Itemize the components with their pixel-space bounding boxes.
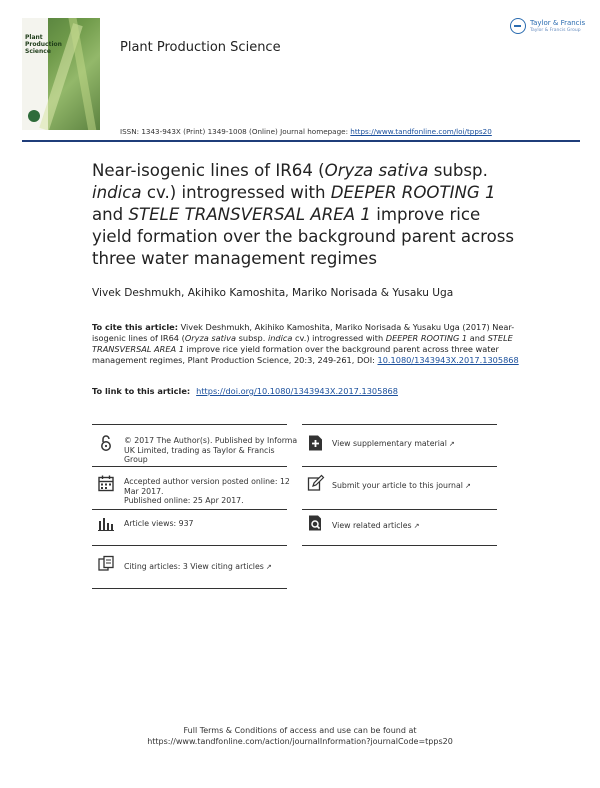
info-rule-4 [92, 545, 287, 546]
info-rule-2 [92, 466, 287, 467]
publication-dates: Accepted author version posted online: 12 Mar 2017. Published online: 25 Apr 2017. [124, 477, 290, 505]
external-link-icon: ↗ [265, 563, 272, 571]
journal-cover-image [22, 18, 100, 130]
bar-chart-icon [97, 514, 115, 532]
cover-title: Plant Production Science [25, 34, 62, 55]
article-link-line: To link to this article: https://doi.org/10.1080/1343943X.2017.1305868 [92, 386, 398, 396]
journal-name: Plant Production Science [120, 40, 281, 55]
submit-article-pen-icon [307, 474, 325, 492]
related-articles-icon [307, 514, 325, 532]
info-top-rule [92, 424, 287, 425]
citing-articles-link[interactable]: Citing articles: 3 View citing articles ↗ [124, 562, 272, 571]
journal-homepage-link[interactable]: https://www.tandfonline.com/loi/tpps20 [350, 127, 492, 136]
info-rule-3-right [302, 509, 497, 510]
license-text: © 2017 The Author(s). Published by Informa UK Limited, trading as Taylor & Francis Group [124, 436, 298, 464]
related-articles-link[interactable]: View related articles ↗ [332, 521, 420, 530]
header-divider [22, 140, 580, 142]
citing-articles-icon [97, 555, 115, 573]
terms-footer [0, 725, 600, 747]
society-seal-icon [28, 110, 40, 122]
info-rule-3 [92, 509, 287, 510]
calendar-icon [97, 474, 115, 492]
terms-text: Full Terms & Conditions of access and use can be found at [183, 726, 417, 735]
info-rule-4-right [302, 545, 497, 546]
info-bottom-rule [92, 588, 287, 589]
terms-url[interactable]: https://www.tandfonline.com/action/journalInformation?journalCode=tpps20 [147, 737, 453, 746]
info-rule-2-right [302, 466, 497, 467]
doi-link[interactable]: 10.1080/1343943X.2017.1305868 [377, 355, 519, 365]
issn-line: ISSN: 1343-943X (Print) 1349-1008 (Online) Journal homepage: https://www.tandfonline.com/loi/tpps20 [120, 127, 492, 136]
publisher-logo: Taylor & Francis Taylor & Francis Group [510, 16, 582, 38]
article-views: Article views: 937 [124, 519, 194, 528]
supplementary-material-link[interactable]: View supplementary material ↗ [332, 439, 455, 448]
open-access-lock-icon [97, 434, 115, 452]
article-doi-url[interactable]: https://doi.org/10.1080/1343943X.2017.1305868 [196, 386, 398, 396]
external-link-icon: ↗ [464, 482, 471, 490]
external-link-icon: ↗ [448, 440, 455, 448]
author-list: Vivek Deshmukh, Akihiko Kamoshita, Mariko Norisada & Yusaku Uga [92, 287, 454, 299]
citation-block: To cite this article: Vivek Deshmukh, Akihiko Kamoshita, Mariko Norisada & Yusaku Uga (2017) Near-isogenic lines of IR64 (Oryza sativa subsp. indica cv.) introgressed with DEEPER ROOTING 1 and STELE TRANSVERSAL AREA 1 improve rice yield formation over the background parent across three water management regimes, Plant Production Science, 20:3, 249-261, DOI: 10.1080/1343943X.2017.1305868 [92, 322, 519, 365]
taylor-francis-logo-icon [510, 18, 526, 34]
supplementary-material-icon [307, 434, 325, 452]
submit-article-link[interactable]: Submit your article to this journal ↗ [332, 481, 471, 490]
article-title: Near-isogenic lines of IR64 (Oryza sativa subsp. indica cv.) introgressed with DEEPER ROOTING 1 and STELE TRANSVERSAL AREA 1 improve rice yield formation over the background parent across three water management regimes [92, 161, 515, 268]
external-link-icon: ↗ [413, 522, 420, 530]
info-top-rule-right [302, 424, 497, 425]
